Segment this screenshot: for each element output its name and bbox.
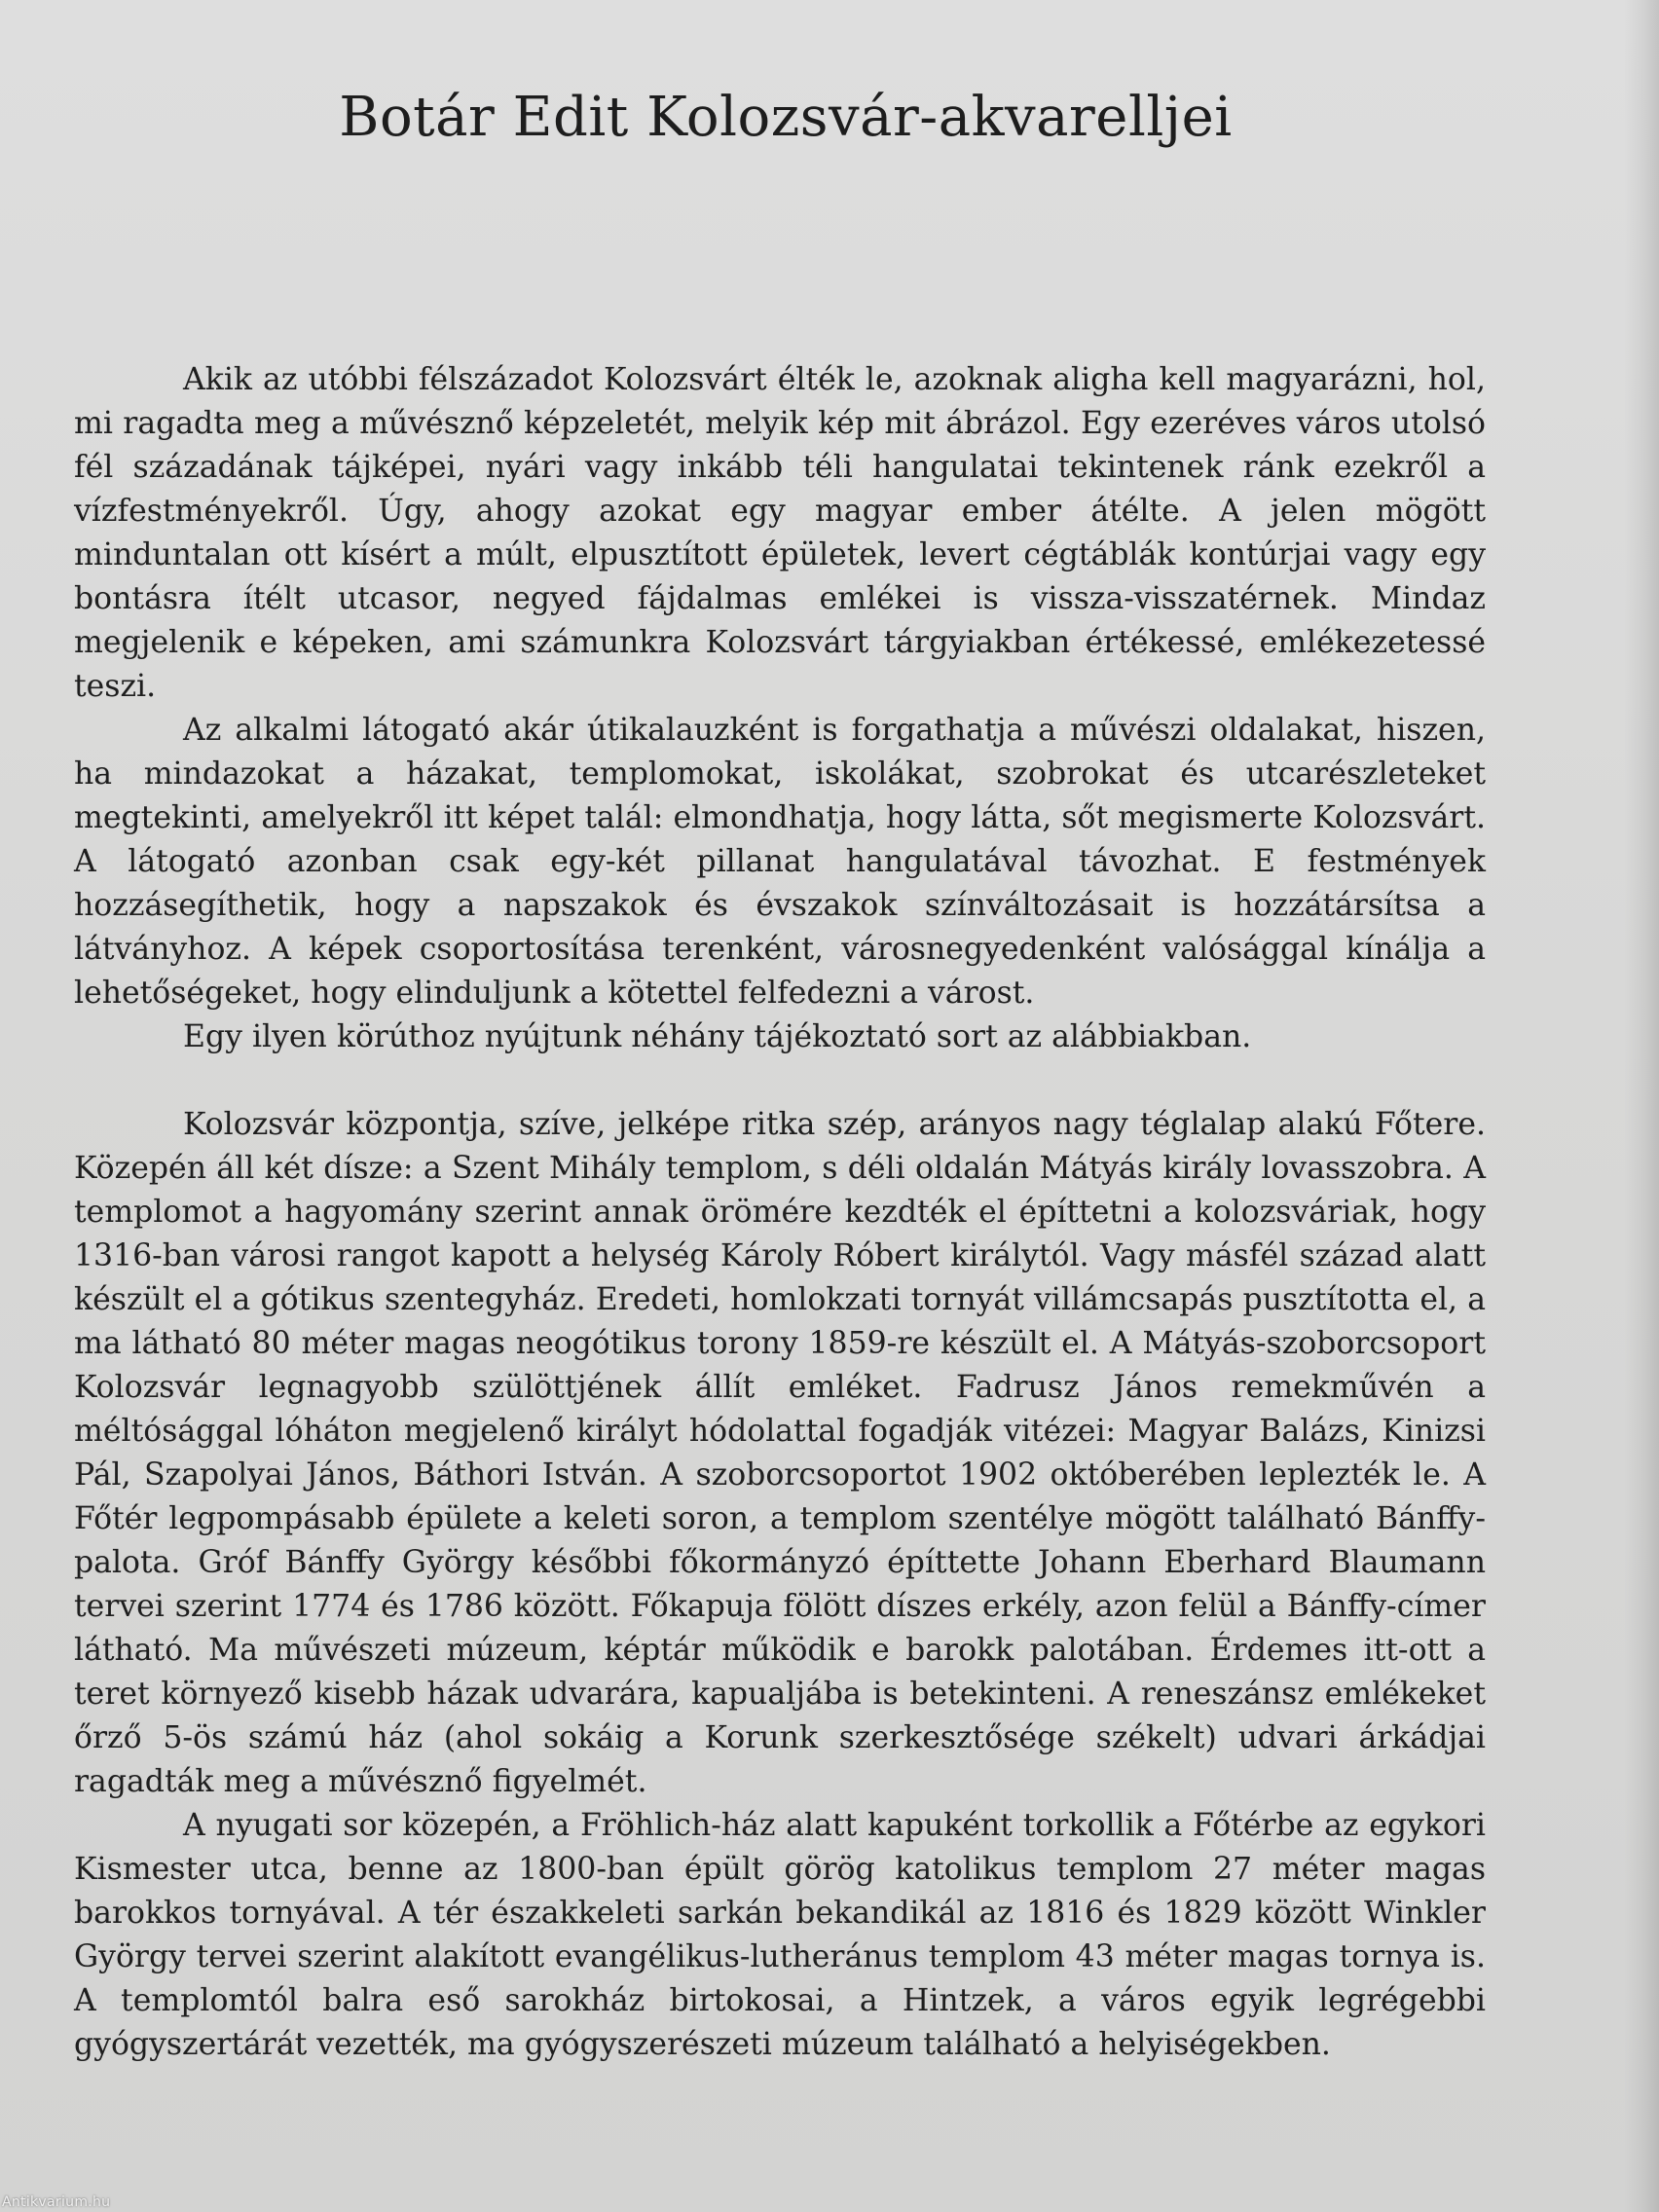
site-watermark: Antikvarium.hu bbox=[2, 2194, 111, 2210]
page-title: Botár Edit Kolozsvár-akvarelljei bbox=[339, 86, 1233, 149]
paragraph-intro: Akik az utóbbi félszázadot Kolozsvárt élték le, azoknak aligha kell magyarázni, hol, mi ragadta meg a művésznő képzeletét, melyik kép mit ábrázol. Egy ezeréves város utolsó fél századának tájképei, nyári vagy inkább téli hangulatai tekintenek ránk ezekről a vízfestményekről. Úgy, ahogy azokat egy magyar ember átélte. A jelen mögött minduntalan ott kísért a múlt, elpusztított épületek, levert cégtáblák kontúrjai vagy egy bontásra ítélt utcasor, negyed fájdalmas emlékei is vissza-visszatérnek. Mindaz megjelenik e képeken, ami számunkra Kolozsvárt tárgyiakban értékessé, emlékezetessé teszi. bbox=[74, 362, 1486, 704]
article-body bbox=[74, 358, 1486, 2067]
paragraph-tour-intro: Egy ilyen körúthoz nyújtunk néhány tájékoztató sort az alábbiakban. bbox=[183, 1019, 1252, 1054]
paragraph-main-square: Kolozsvár központja, szíve, jelképe ritka szép, arányos nagy téglalap alakú Főtere. Közepén áll két dísze: a Szent Mihály templom, s déli oldalán Mátyás király lovasszobra. A templomot a hagyomány szerint annak örömére kezdték el építtetni a kolozsváriak, hogy 1316-ban városi rangot kapott a helység Károly Róbert királytól. Vagy másfél század alatt készült el a gótikus szentegyház. Eredeti, homlokzati tornyát villámcsapás pusztította el, a ma látható 80 méter magas neogótikus torony 1859-re készült el. A Mátyás-szoborcsoport Kolozsvár legnagyobb szülöttjének állít emléket. Fadrusz János remekművén a méltósággal lóháton megjelenő királyt hódolattal fogadják vitézei: Magyar Balázs, Kinizsi Pál, Szapolyai János, Báthori István. A szoborcsoportot 1902 októberében leplezték le. A Főtér legpompásabb épülete a keleti soron, a templom szentélye mögött található Bánffy-palota. Gróf Bánffy György későbbi főkormányzó építtette Johann Eberhard Blaumann tervei szerint 1774 és 1786 között. Főkapuja fölött díszes erkély, azon felül a Bánffy-címer látható. Ma művészeti múzeum, képtár működik e barokk palotában. Érdemes itt-ott a teret környező kisebb házak udvarára, kapualjába is betekinteni. A reneszánsz emlékeket őrző 5-ös számú ház (ahol sokáig a Korunk szerkesztősége székelt) udvari árkádjai ragadták meg a művésznő figyelmét. bbox=[74, 1107, 1486, 1799]
paragraph-visitor: Az alkalmi látogató akár útikalauzként is forgathatja a művészi oldalakat, hiszen, ha mindazokat a házakat, templomokat, iskolákat, szobrokat és utcarészleteket megtekinti, amelyekről itt képet talál: elmondhatja, hogy látta, sőt megismerte Kolozsvárt. A látogató azonban csak egy-két pillanat hangulatával távozhat. E festmények hozzásegíthetik, hogy a napszakok és évszakok színváltozásait is hozzátársítsa a látványhoz. A képek csoportosítása terenként, városnegyedenként valósággal kínálja a lehetőségeket, hogy elinduljunk a kötettel felfedezni a várost. bbox=[74, 713, 1486, 1011]
paragraph-western-row: A nyugati sor közepén, a Fröhlich-ház alatt kapuként torkollik a Főtérbe az egykori Kismester utca, benne az 1800-ban épült görög katolikus templom 27 méter magas barokkos tornyával. A tér északkeleti sarkán bekandikál az 1816 és 1829 között Winkler György tervei szerint alakított evangélikus-lutheránus templom 43 méter magas tornya is. A templomtól balra eső sarokház birtokosai, a Hintzek, a város egyik legrégebbi gyógyszertárát vezették, ma gyógyszerészeti múzeum található a helyiségekben. bbox=[74, 1808, 1486, 2062]
page-gutter-shadow bbox=[1624, 0, 1659, 2212]
